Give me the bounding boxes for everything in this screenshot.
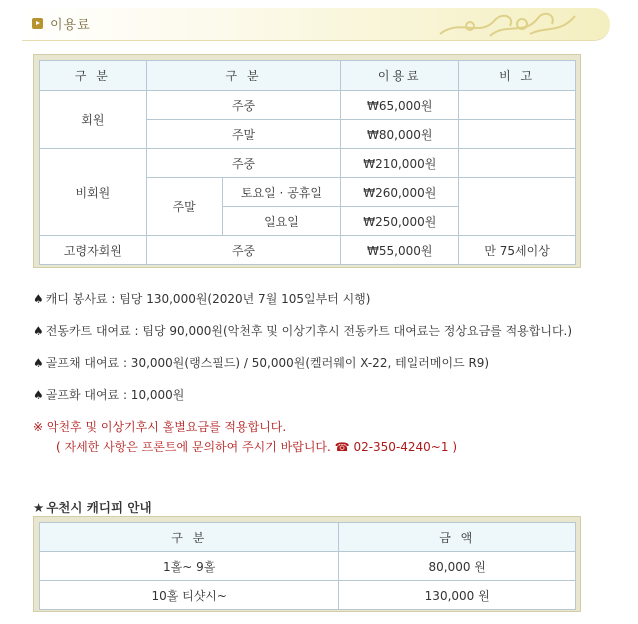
member-weekday-label: 주중 <box>146 91 341 120</box>
nonmember-weekend-note <box>459 178 576 236</box>
spade-icon: ♠ <box>33 356 44 370</box>
member-weekend-fee: ₩80,000원 <box>341 120 459 149</box>
cart-fee-info <box>33 322 572 339</box>
spade-icon: ♠ <box>33 324 44 338</box>
cart-fee-text: 전동카트 대여료 : 팀당 90,000원(악천후 및 이상기후시 전동카트 대여료는 정상요금를 적용합니다.) <box>45 324 573 338</box>
section-header <box>22 8 610 40</box>
spade-icon: ♠ <box>33 292 44 306</box>
rain-title-text: 우천시 캐디피 안내 <box>46 500 152 515</box>
rain-table <box>39 522 576 610</box>
nonmember-weekday-fee: ₩210,000원 <box>341 149 459 178</box>
club-fee-info <box>33 354 489 371</box>
rain-row-amount: 80,000 원 <box>339 552 576 581</box>
rain-section-title <box>33 498 152 516</box>
header-fee: 이용료 <box>341 61 459 91</box>
arrow-bullet-icon <box>32 18 43 29</box>
table-row <box>40 552 576 581</box>
member-weekday-note <box>459 91 576 120</box>
inquiry-text: ( 자세한 사항은 프론트에 문의하여 주시기 바랍니다. <box>56 440 331 454</box>
weather-notice: ※ 악천후 및 이상기후시 홀별요금를 적용합니다. <box>33 420 287 434</box>
caddie-fee-info <box>33 290 370 307</box>
rain-row-label: 1홀~ 9홀 <box>40 552 339 581</box>
rain-row-label: 10홀 티샷시~ <box>40 581 339 610</box>
table-header-row <box>40 61 576 91</box>
phone-icon: ☎ <box>334 440 350 454</box>
inquiry-notice <box>56 438 457 455</box>
header-note: 비 고 <box>459 61 576 91</box>
rain-row-amount: 130,000 원 <box>339 581 576 610</box>
nonmember-saturday-fee: ₩260,000원 <box>341 178 459 207</box>
fee-table <box>39 60 576 265</box>
header-category: 구 분 <box>40 61 147 91</box>
senior-label: 고령자회원 <box>40 236 147 265</box>
senior-weekday-label: 주중 <box>146 236 341 265</box>
table-row <box>40 91 576 120</box>
caddie-fee-text: 캐디 봉사료 : 팀당 130,000원(2020년 7월 105일부터 시행) <box>45 292 371 306</box>
senior-note: 만 75세이상 <box>459 236 576 265</box>
club-fee-text: 골프채 대여료 : 30,000원(랭스필드) / 50,000원(켈러웨이 X-22, 테일러메이드 R9) <box>45 356 490 370</box>
table-row <box>40 149 576 178</box>
header-subcategory: 구 분 <box>146 61 341 91</box>
fee-table-frame <box>33 54 581 268</box>
star-icon: ★ <box>33 500 45 515</box>
member-weekday-fee: ₩65,000원 <box>341 91 459 120</box>
nonmember-sunday-fee: ₩250,000원 <box>341 207 459 236</box>
nonmember-label: 비회원 <box>40 149 147 236</box>
rain-header-amount: 금 액 <box>339 523 576 552</box>
rain-header-category: 구 분 <box>40 523 339 552</box>
phone-number: 02-350-4240~1 ) <box>353 440 457 454</box>
member-label: 회원 <box>40 91 147 149</box>
table-header-row <box>40 523 576 552</box>
member-weekend-note <box>459 120 576 149</box>
shoes-fee-text: 골프화 대여료 : 10,000원 <box>45 388 185 402</box>
table-row <box>40 581 576 610</box>
spade-icon: ♠ <box>33 388 44 402</box>
nonmember-saturday-label: 토요일 · 공휴일 <box>222 178 341 207</box>
nonmember-weekday-note <box>459 149 576 178</box>
rain-table-frame <box>33 516 581 612</box>
section-title: 이용료 <box>50 18 91 33</box>
nonmember-sunday-label: 일요일 <box>222 207 341 236</box>
shoes-fee-info <box>33 386 184 403</box>
nonmember-weekday-label: 주중 <box>146 149 341 178</box>
member-weekend-label: 주말 <box>146 120 341 149</box>
table-row <box>40 236 576 265</box>
senior-weekday-fee: ₩55,000원 <box>341 236 459 265</box>
ornament-icon <box>430 8 580 40</box>
nonmember-weekend-label: 주말 <box>146 178 222 236</box>
